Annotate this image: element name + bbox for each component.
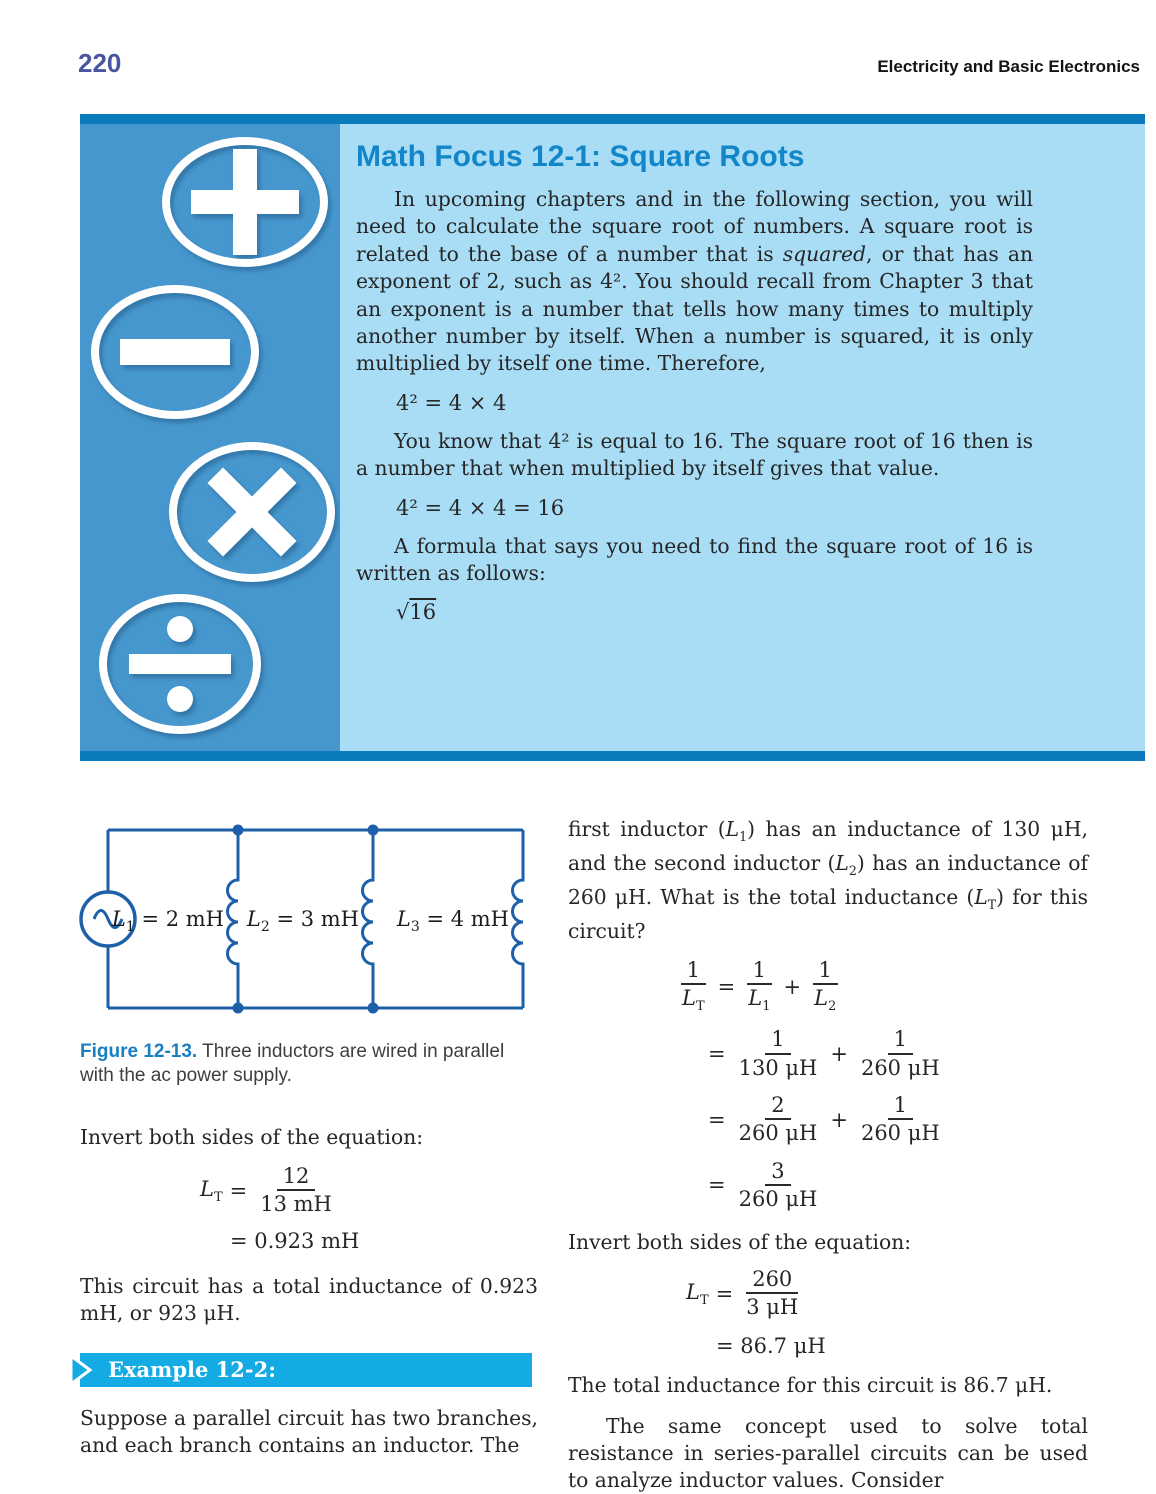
equation-step-4: = $\frac{3}{260 \mu H}$ bbox=[708, 1158, 818, 1211]
inductor-symbol-1 bbox=[228, 830, 239, 1008]
running-header-title: Electricity and Basic Electronics bbox=[877, 57, 1140, 76]
inductor-symbol-3 bbox=[513, 830, 524, 1008]
multiply-icon bbox=[173, 438, 331, 585]
total-inductance-paragraph: This circuit has a total inductance of 0.923 mH, or 923 μH. bbox=[80, 1273, 538, 1325]
chevron-right-icon bbox=[68, 1353, 94, 1387]
example-banner-label: Example 12-2: bbox=[108, 1356, 276, 1382]
paragraph-text: , or that has an exponent of 2, such as 4². You should recall from Chapter 3 that an exponent is a number that tells how many times to multiply another number by itself. When a number is squared, it is only multiplied by itself one time. Therefore, bbox=[356, 241, 1034, 376]
total-inductance-statement: The total inductance for this circuit is 86.7 μH. bbox=[568, 1372, 1053, 1397]
radical-sign: √ bbox=[396, 600, 410, 625]
italic-term: squared bbox=[782, 241, 866, 266]
equation-step-2: = $\frac{1}{130 \mu H}$ + $\frac{1}{260 \mu H}$ bbox=[708, 1027, 940, 1080]
equation-result: = 0.923 mH bbox=[230, 1228, 360, 1253]
figure-caption bbox=[80, 1040, 510, 1088]
math-focus-title: Math Focus 12-1: Square Roots bbox=[356, 140, 805, 173]
equation-squared: 4² = 4 × 4 bbox=[396, 390, 507, 415]
invert-instruction: Invert both sides of the equation: bbox=[80, 1125, 424, 1149]
page-number: 220 bbox=[78, 48, 122, 78]
left-column bbox=[80, 816, 538, 1459]
equation-squared-16: 4² = 4 × 4 = 16 bbox=[396, 495, 565, 520]
equation-step-3: = $\frac{2}{260 \mu H}$ + $\frac{1}{260 \mu H}$ bbox=[708, 1093, 940, 1146]
problem-paragraph: first inductor $(L_1)$ has an inductance of 130 μH, and the second inductor $(L_2)$ has an inductance of 260 μH. What is the total inductance $(L_T)$ for this circuit? bbox=[568, 817, 1089, 944]
circuit-figure bbox=[78, 816, 553, 1026]
equation-reciprocal-sum: $\frac{1}{L_T}$ = $\frac{1}{L_1}$ + $\frac{1}{L_2}$ bbox=[682, 958, 837, 1015]
figure-caption-text: Three inductors are wired in parallel with the ac power supply. bbox=[80, 1041, 505, 1086]
inductor-label-2: $L_2 = 3$ mH bbox=[246, 907, 359, 935]
math-operator-art bbox=[80, 124, 340, 751]
divide-icon bbox=[103, 598, 257, 730]
closing-paragraph: The same concept used to solve total resistance in series-parallel circuits can be used to analyze inductor values. Consider bbox=[568, 1413, 1088, 1492]
math-focus-paragraph-3: A formula that says you need to find the square root of 16 is written as follows: bbox=[356, 533, 1033, 586]
paragraph-text: In upcoming chapters and in the following section, you will need to calculate the square root of numbers. A square root is related to the base of a number that is bbox=[356, 187, 1033, 266]
minus-icon bbox=[95, 289, 255, 415]
example-paragraph: Suppose a parallel circuit has two branches, and each branch contains an inductor. The bbox=[80, 1405, 538, 1457]
math-symbols-sidebar bbox=[80, 124, 340, 751]
invert-instruction: Invert both sides of the equation: bbox=[568, 1230, 912, 1255]
equation-square-root bbox=[396, 600, 1033, 624]
inductor-label-3: $L_3 = 4$ mH bbox=[396, 907, 509, 935]
inductor-label-1: $L_1 = 2$ mH bbox=[111, 907, 224, 935]
right-column bbox=[568, 816, 1088, 1494]
math-focus-box bbox=[80, 114, 1145, 761]
equation-result: = 86.7 μH bbox=[716, 1333, 826, 1358]
radicand: 16 bbox=[409, 600, 437, 625]
inductor-symbol-2 bbox=[363, 830, 374, 1008]
equation-lt-260-3: $L_T$ = $\frac{260}{3 \mu H}$ bbox=[686, 1267, 799, 1320]
example-banner bbox=[80, 1353, 532, 1387]
figure-caption-label: Figure 12-13. bbox=[80, 1041, 198, 1062]
math-focus-content bbox=[340, 124, 1145, 751]
math-focus-paragraph-2: You know that 4² is equal to 16. The square root of 16 then is a number that when multiplied by itself gives that value. bbox=[356, 428, 1033, 481]
equation-lt-12-13: $L_T$ = $\frac{12}{13 mH}$ = 0.923 mH bbox=[200, 1163, 538, 1253]
math-focus-paragraph-1 bbox=[356, 186, 1033, 378]
plus-icon bbox=[166, 141, 324, 263]
